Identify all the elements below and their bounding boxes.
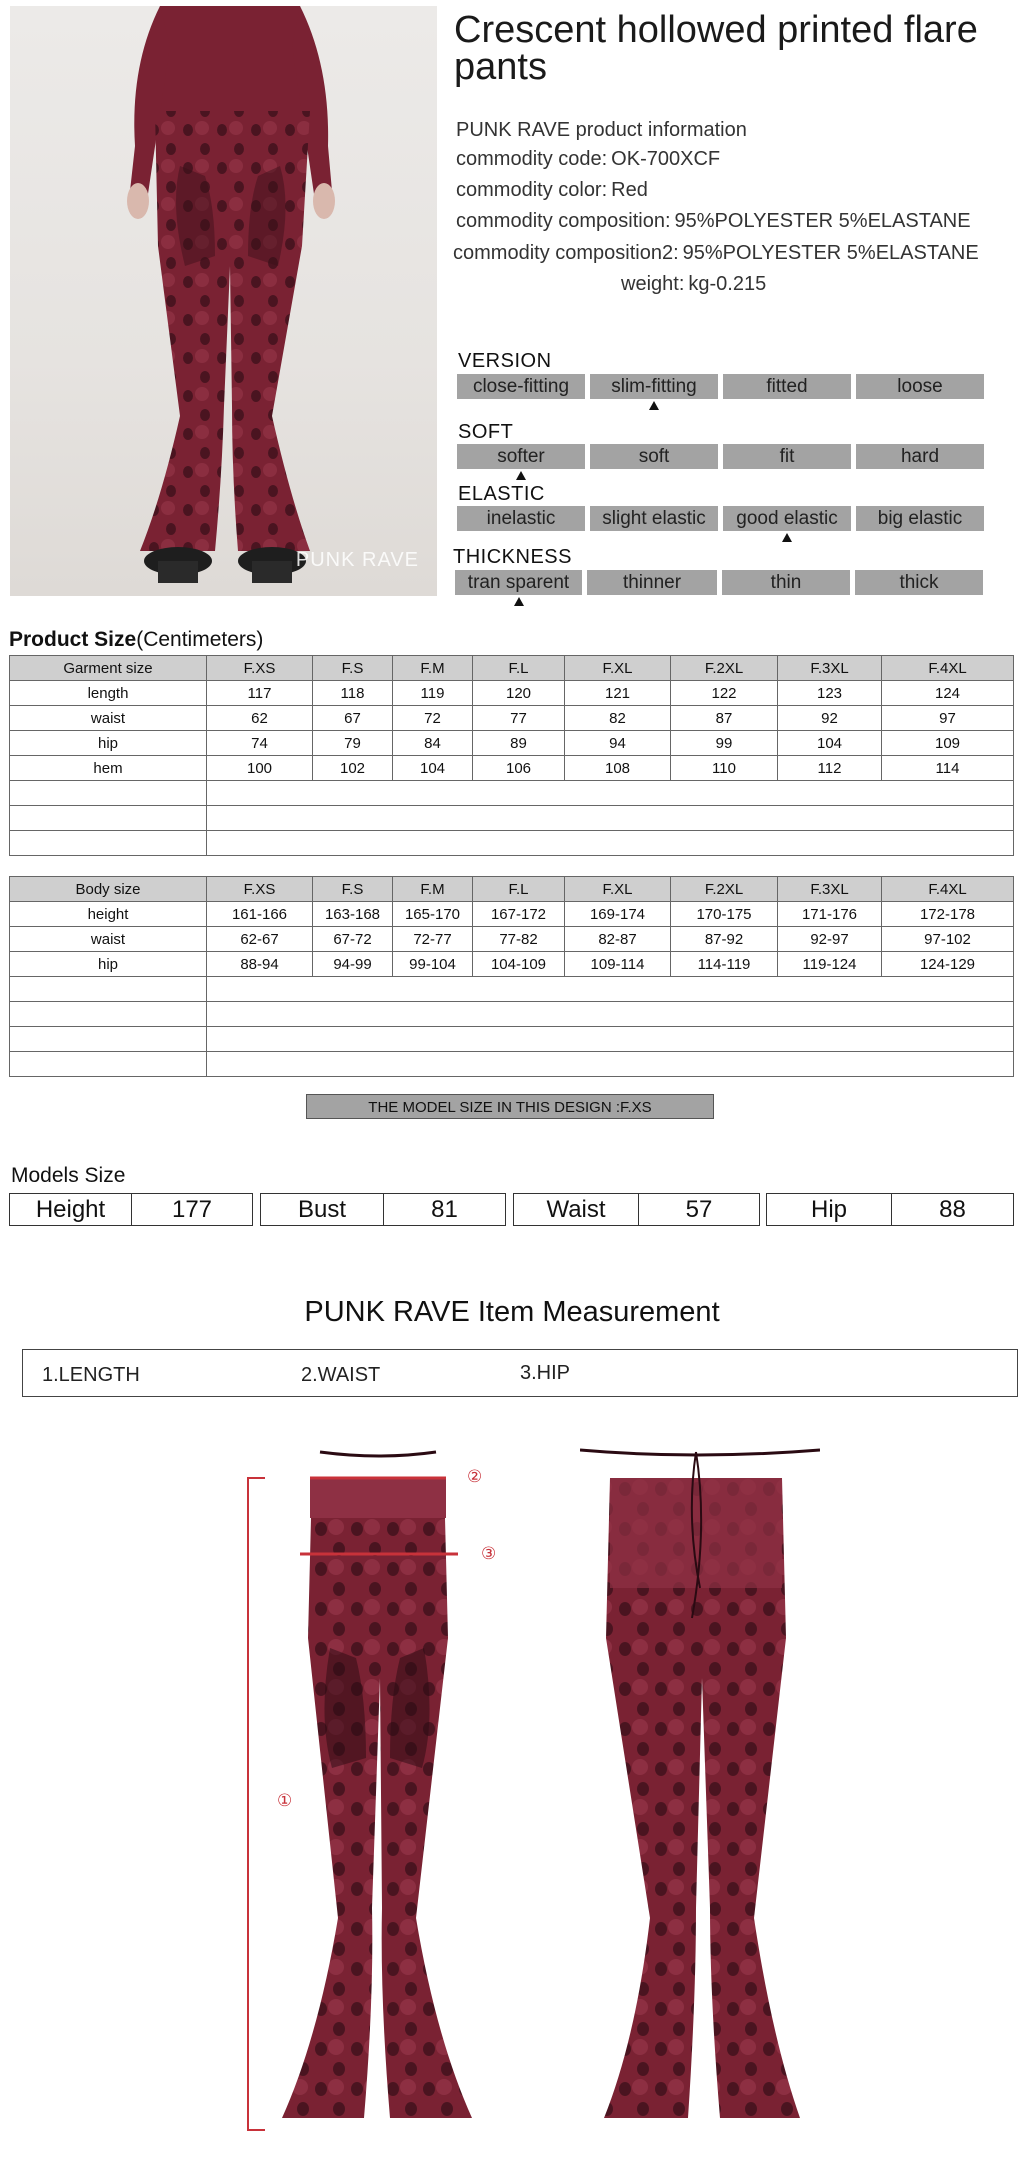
table-row bbox=[10, 952, 1014, 977]
table-header-row bbox=[10, 656, 1014, 681]
empty-row bbox=[10, 977, 1014, 1002]
table-cell: 109 bbox=[882, 731, 1014, 756]
table-cell: 120 bbox=[473, 681, 565, 706]
table-cell: 119-124 bbox=[778, 952, 882, 977]
attr-scale-elastic bbox=[457, 506, 984, 531]
attr-option: softer bbox=[457, 444, 585, 469]
model-illustration bbox=[10, 6, 437, 596]
table-cell: 102 bbox=[313, 756, 393, 781]
measure-item-hip: 3.HIP bbox=[520, 1362, 571, 1384]
table-cell: 77-82 bbox=[473, 927, 565, 952]
table-cell: 97-102 bbox=[882, 927, 1014, 952]
empty-row bbox=[10, 1052, 1014, 1077]
table-cell: 82 bbox=[565, 706, 671, 731]
info-label: commodity color: bbox=[456, 179, 608, 201]
attr-title-elastic: ELASTIC bbox=[458, 483, 545, 505]
table-cell: 62 bbox=[207, 706, 313, 731]
row-label: length bbox=[10, 681, 207, 706]
table-cell: 117 bbox=[207, 681, 313, 706]
table-cell: 118 bbox=[313, 681, 393, 706]
empty-cell bbox=[207, 806, 1014, 831]
info-row-composition2 bbox=[453, 242, 979, 265]
table-cell: 121 bbox=[565, 681, 671, 706]
table-cell: 84 bbox=[393, 731, 473, 756]
table-cell: 119 bbox=[393, 681, 473, 706]
empty-row bbox=[10, 831, 1014, 856]
table-header-label: Garment size bbox=[10, 656, 207, 681]
length-marker: ① bbox=[277, 1791, 293, 1811]
attr-option: close-fitting bbox=[457, 374, 585, 399]
table-cell: 124 bbox=[882, 681, 1014, 706]
selected-indicator-icon bbox=[649, 401, 659, 410]
measure-value: 57 bbox=[685, 1196, 713, 1223]
model-measure-hip bbox=[766, 1193, 1014, 1226]
empty-row bbox=[10, 1027, 1014, 1052]
info-label: weight: bbox=[621, 273, 685, 295]
empty-row bbox=[10, 781, 1014, 806]
measure-label: Height bbox=[10, 1194, 132, 1225]
empty-row bbox=[10, 806, 1014, 831]
model-measure-bust bbox=[260, 1193, 506, 1226]
empty-cell bbox=[207, 781, 1014, 806]
empty-cell bbox=[10, 977, 207, 1002]
table-cell: 110 bbox=[671, 756, 778, 781]
measure-label: Waist bbox=[514, 1194, 639, 1225]
table-cell: 161-166 bbox=[207, 902, 313, 927]
info-value: 95%POLYESTER 5%ELASTANE bbox=[674, 210, 971, 232]
table-cell: 77 bbox=[473, 706, 565, 731]
info-row-color bbox=[456, 179, 648, 202]
row-label: waist bbox=[10, 927, 207, 952]
measure-value: 81 bbox=[431, 1196, 458, 1223]
brand-info-line: PUNK RAVE product information bbox=[456, 119, 747, 141]
product-size-heading-unit: (Centimeters) bbox=[136, 628, 264, 651]
table-cell: 67-72 bbox=[313, 927, 393, 952]
model-measure-waist bbox=[513, 1193, 760, 1226]
product-photo bbox=[10, 6, 437, 596]
table-cell: 87-92 bbox=[671, 927, 778, 952]
model-size-note: THE MODEL SIZE IN THIS DESIGN :F.XS bbox=[306, 1094, 714, 1119]
attr-title-soft: SOFT bbox=[458, 421, 514, 443]
table-row bbox=[10, 681, 1014, 706]
product-size-heading-bold: Product Size bbox=[9, 628, 137, 651]
info-label: commodity code: bbox=[456, 148, 608, 170]
table-cell: 114-119 bbox=[671, 952, 778, 977]
body-size-table bbox=[9, 876, 1014, 1077]
row-label: waist bbox=[10, 706, 207, 731]
table-cell: 172-178 bbox=[882, 902, 1014, 927]
table-cell: 94-99 bbox=[313, 952, 393, 977]
size-header: F.2XL bbox=[671, 656, 778, 681]
attr-option: big elastic bbox=[856, 506, 984, 531]
size-header: F.M bbox=[393, 877, 473, 902]
row-label: hip bbox=[10, 952, 207, 977]
row-label: hem bbox=[10, 756, 207, 781]
info-value: 95%POLYESTER 5%ELASTANE bbox=[682, 242, 979, 264]
empty-row bbox=[10, 1002, 1014, 1027]
waist-marker: ② bbox=[467, 1467, 483, 1487]
table-cell: 104 bbox=[393, 756, 473, 781]
size-header: F.4XL bbox=[882, 877, 1014, 902]
table-cell: 97 bbox=[882, 706, 1014, 731]
table-cell: 100 bbox=[207, 756, 313, 781]
attr-option: thin bbox=[722, 570, 850, 595]
table-row bbox=[10, 756, 1014, 781]
table-cell: 67 bbox=[313, 706, 393, 731]
table-cell: 170-175 bbox=[671, 902, 778, 927]
size-header: F.M bbox=[393, 656, 473, 681]
size-header: F.XL bbox=[565, 877, 671, 902]
measure-value: 177 bbox=[171, 1196, 213, 1223]
product-title: Crescent hollowed printed flare pants bbox=[454, 9, 978, 88]
table-cell: 106 bbox=[473, 756, 565, 781]
attr-option: tran sparent bbox=[455, 570, 582, 595]
measure-value: 88 bbox=[939, 1196, 966, 1223]
table-cell: 109-114 bbox=[565, 952, 671, 977]
measure-item-waist: 2.WAIST bbox=[301, 1364, 381, 1386]
empty-cell bbox=[10, 1052, 207, 1077]
table-cell: 92 bbox=[778, 706, 882, 731]
length-guide-line bbox=[248, 1478, 265, 2130]
table-cell: 92-97 bbox=[778, 927, 882, 952]
attr-scale-soft bbox=[457, 444, 984, 469]
table-cell: 104 bbox=[778, 731, 882, 756]
empty-cell bbox=[207, 1052, 1014, 1077]
attr-option: loose bbox=[856, 374, 984, 399]
product-size-table bbox=[9, 655, 1014, 856]
selected-indicator-icon bbox=[514, 597, 524, 606]
attr-option: hard bbox=[856, 444, 984, 469]
attr-option: good elastic bbox=[723, 506, 851, 531]
row-label: hip bbox=[10, 731, 207, 756]
watermark: PUNK RAVE bbox=[295, 549, 419, 571]
table-cell: 108 bbox=[565, 756, 671, 781]
info-row-weight bbox=[621, 273, 766, 296]
table-cell: 62-67 bbox=[207, 927, 313, 952]
model-measure-height bbox=[9, 1193, 253, 1226]
product-size-heading bbox=[9, 628, 263, 652]
attr-scale-thickness bbox=[455, 570, 983, 595]
table-row bbox=[10, 706, 1014, 731]
selected-indicator-icon bbox=[516, 471, 526, 480]
attr-option: slim-fitting bbox=[590, 374, 718, 399]
size-header: F.L bbox=[473, 656, 565, 681]
info-row-composition bbox=[456, 210, 971, 233]
attr-option: thinner bbox=[587, 570, 717, 595]
row-label: height bbox=[10, 902, 207, 927]
table-cell: 74 bbox=[207, 731, 313, 756]
measure-label: Bust bbox=[261, 1194, 384, 1225]
table-cell: 72-77 bbox=[393, 927, 473, 952]
table-cell: 163-168 bbox=[313, 902, 393, 927]
selected-indicator-icon bbox=[782, 533, 792, 542]
empty-cell bbox=[10, 806, 207, 831]
size-header: F.XL bbox=[565, 656, 671, 681]
attr-option: soft bbox=[590, 444, 718, 469]
table-header-label: Body size bbox=[10, 877, 207, 902]
size-header: F.2XL bbox=[671, 877, 778, 902]
size-header: F.L bbox=[473, 877, 565, 902]
table-cell: 88-94 bbox=[207, 952, 313, 977]
table-cell: 165-170 bbox=[393, 902, 473, 927]
table-cell: 82-87 bbox=[565, 927, 671, 952]
table-cell: 124-129 bbox=[882, 952, 1014, 977]
info-value: OK-700XCF bbox=[611, 148, 721, 170]
attr-title-version: VERSION bbox=[458, 350, 552, 372]
table-cell: 114 bbox=[882, 756, 1014, 781]
info-row-code bbox=[456, 148, 720, 171]
empty-cell bbox=[207, 831, 1014, 856]
empty-cell bbox=[207, 1002, 1014, 1027]
table-cell: 99 bbox=[671, 731, 778, 756]
empty-cell bbox=[10, 831, 207, 856]
measure-label: Hip bbox=[767, 1194, 892, 1225]
measure-item-length: 1.LENGTH bbox=[42, 1364, 140, 1386]
empty-cell bbox=[10, 1027, 207, 1052]
table-cell: 171-176 bbox=[778, 902, 882, 927]
size-header: F.XS bbox=[207, 877, 313, 902]
size-header: F.S bbox=[313, 656, 393, 681]
table-cell: 89 bbox=[473, 731, 565, 756]
measurement-title: PUNK RAVE Item Measurement bbox=[304, 1296, 720, 1328]
attr-option: fitted bbox=[723, 374, 851, 399]
info-label: commodity composition2: bbox=[453, 242, 679, 264]
info-label: commodity composition: bbox=[456, 210, 671, 232]
empty-cell bbox=[10, 1002, 207, 1027]
attr-option: inelastic bbox=[457, 506, 585, 531]
attr-scale-version bbox=[457, 374, 984, 399]
table-cell: 79 bbox=[313, 731, 393, 756]
size-header: F.S bbox=[313, 877, 393, 902]
info-value: Red bbox=[611, 179, 648, 201]
hip-marker: ③ bbox=[481, 1544, 497, 1564]
table-row bbox=[10, 927, 1014, 952]
attr-option: fit bbox=[723, 444, 851, 469]
table-header-row bbox=[10, 877, 1014, 902]
pants-back-illustration bbox=[580, 1438, 820, 2138]
models-size-heading: Models Size bbox=[11, 1164, 126, 1187]
info-value: kg-0.215 bbox=[688, 273, 767, 295]
table-cell: 99-104 bbox=[393, 952, 473, 977]
table-cell: 87 bbox=[671, 706, 778, 731]
table-cell: 169-174 bbox=[565, 902, 671, 927]
empty-cell bbox=[207, 977, 1014, 1002]
size-header: F.3XL bbox=[778, 877, 882, 902]
table-cell: 94 bbox=[565, 731, 671, 756]
table-cell: 123 bbox=[778, 681, 882, 706]
size-header: F.4XL bbox=[882, 656, 1014, 681]
empty-cell bbox=[10, 781, 207, 806]
attr-option: thick bbox=[855, 570, 983, 595]
size-header: F.XS bbox=[207, 656, 313, 681]
table-row bbox=[10, 902, 1014, 927]
table-cell: 104-109 bbox=[473, 952, 565, 977]
size-header: F.3XL bbox=[778, 656, 882, 681]
attr-option: slight elastic bbox=[590, 506, 718, 531]
measurement-legend bbox=[22, 1349, 1018, 1397]
attr-title-thickness: THICKNESS bbox=[453, 546, 572, 568]
empty-cell bbox=[207, 1027, 1014, 1052]
table-cell: 167-172 bbox=[473, 902, 565, 927]
measurement-guides bbox=[240, 1438, 500, 2138]
table-cell: 112 bbox=[778, 756, 882, 781]
table-cell: 122 bbox=[671, 681, 778, 706]
table-cell: 72 bbox=[393, 706, 473, 731]
table-row bbox=[10, 731, 1014, 756]
